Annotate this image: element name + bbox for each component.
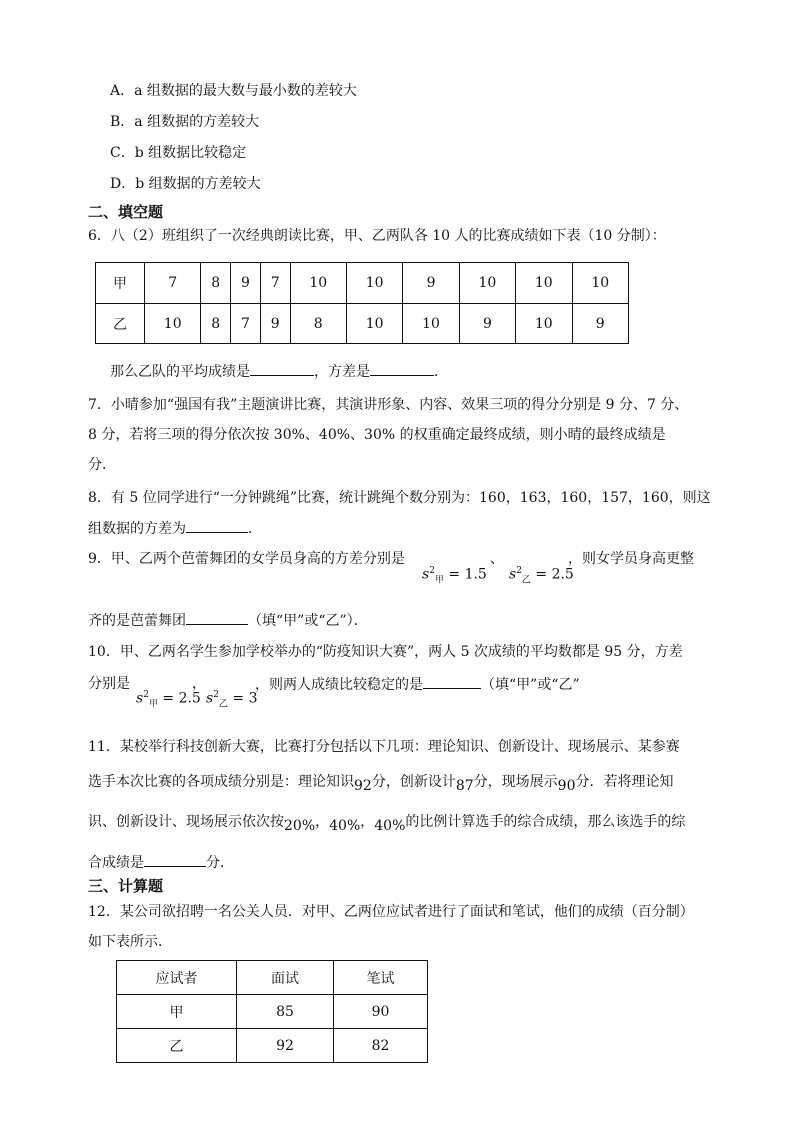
question-10-line-1: 10．甲、乙两名学生参加学校举办的“防疫知识大赛”，两人 5 次成绩的平均数都是 95 分，方差 [88, 644, 683, 660]
ratio-value: 40% [329, 818, 361, 834]
answer-blank[interactable] [144, 852, 206, 867]
question-12-line-1: 12．某公司欲招聘一名公关人员．对甲、乙两位应试者进行了面试和笔试，他们的成绩（百分制） [88, 904, 694, 920]
question-7-line-2: 8 分，若将三项的得分依次按 30%、40%、30% 的权重确定最终成绩，则小晴的最终成绩是 [88, 427, 666, 443]
table-cell: 8 [201, 263, 231, 304]
table-row [117, 1029, 428, 1063]
table-cell: 7 [260, 263, 290, 304]
table-cell: 9 [572, 304, 629, 344]
table-row [96, 304, 629, 344]
question-6-score-table [95, 262, 629, 344]
value: = 3 [232, 690, 258, 707]
answer-blank[interactable] [370, 361, 434, 376]
question-11-line-4 [88, 852, 234, 873]
question-10-separator: ， [192, 676, 206, 692]
question-9-line-1 [88, 549, 405, 569]
subscript: 甲 [148, 699, 158, 710]
question-10-line-2a: 分别是 [88, 676, 130, 692]
answer-blank[interactable] [186, 610, 248, 625]
subscript: 甲 [434, 575, 444, 586]
question-7-line-3: 分． [88, 457, 116, 473]
option-c: C．b 组数据比较稳定 [110, 145, 247, 161]
variance-jia-formula: $s^2_甲 = 1.5$ [422, 566, 487, 586]
question-8-line-2 [88, 518, 262, 539]
variance-yi-formula: $s^2_乙 = 3$ [206, 690, 258, 710]
score-value: 92 [354, 778, 372, 794]
text: 合成绩是 [88, 855, 144, 871]
table-cell: 9 [260, 304, 290, 344]
table-header-row [117, 961, 428, 995]
table-cell: 10 [572, 263, 629, 304]
question-11-line-3 [88, 812, 685, 832]
column-header: 面试 [237, 961, 334, 995]
table-cell: 10 [346, 263, 402, 304]
text: 分，现场展示 [473, 774, 558, 790]
question-7-line-1: 7．小晴参加“强国有我”主题演讲比赛，其演讲形象、内容、效果三项的得分分别是 9 分、7 分、 [88, 397, 689, 413]
question-10-line-2b [255, 674, 580, 695]
question-12-line-2: 如下表所示． [88, 934, 172, 950]
text: 选手本次比赛的各项成绩分别是：理论知识 [88, 774, 354, 790]
answer-blank[interactable] [423, 674, 481, 689]
subscript: 乙 [218, 699, 228, 710]
option-d: D．b 组数据的方差较大 [110, 176, 261, 192]
text: 分，创新设计 [371, 774, 456, 790]
score-value: 87 [455, 778, 474, 794]
variance-jia-formula: $s^2_甲 = 2.5$ [136, 690, 201, 710]
question-9-separator: 、 [490, 551, 504, 567]
table-cell: 7 [145, 263, 201, 304]
table-cell: 10 [516, 304, 572, 344]
answer-end: ． [434, 364, 448, 380]
table-cell: 90 [334, 995, 428, 1029]
subscript: 乙 [521, 575, 531, 586]
table-cell: 10 [516, 263, 572, 304]
text: ， [360, 814, 375, 830]
text: ，则两人成绩比较稳定的是 [255, 677, 423, 693]
question-9-line-2 [88, 610, 368, 631]
table-cell: 10 [346, 304, 402, 344]
table-row [96, 263, 629, 304]
table-cell: 10 [459, 263, 515, 304]
option-a: A．a 组数据的最大数与最小数的差较大 [110, 83, 357, 99]
column-header: 应试者 [117, 961, 237, 995]
question-6-answer-line [110, 361, 448, 382]
ratio-value: 40% [374, 818, 406, 834]
variance-yi-formula: $s^2_乙 = 2.5$ [509, 566, 574, 586]
section-heading-calculation: 三、计算题 [88, 877, 164, 895]
question-9-line-1-end: ，则女学员身高更整 [568, 551, 694, 567]
text: 分． [206, 855, 234, 871]
text: 9．甲、乙两个芭蕾舞团的女学员身高的方差分别是 [88, 551, 405, 567]
table-cell: 9 [231, 263, 261, 304]
text: （填“甲”或“乙”）． [248, 613, 368, 629]
row-label: 乙 [96, 304, 145, 344]
text: 分．若将理论知 [575, 774, 674, 790]
question-12-score-table [116, 960, 428, 1063]
value: = 1.5 [448, 566, 487, 583]
text: 识、创新设计、现场展示依次按 [88, 814, 284, 830]
table-cell: 8 [201, 304, 231, 344]
answer-blank[interactable] [186, 518, 248, 533]
table-cell: 82 [334, 1029, 428, 1063]
text: ， [315, 814, 330, 830]
question-11-line-1: 11．某校举行科技创新大赛，比赛打分包括以下几项：理论知识、创新设计、现场展示、某参赛 [88, 739, 680, 755]
table-cell: 10 [290, 263, 346, 304]
row-label: 甲 [96, 263, 145, 304]
table-cell: 8 [290, 304, 346, 344]
table-cell: 7 [231, 304, 261, 344]
table-cell: 92 [237, 1029, 334, 1063]
value: = 2.5 [535, 566, 574, 583]
column-header: 笔试 [334, 961, 428, 995]
text: 齐的是芭蕾舞团 [88, 613, 186, 629]
table-cell: 10 [145, 304, 201, 344]
table-cell: 乙 [117, 1029, 237, 1063]
score-value: 90 [557, 778, 576, 794]
text: 的比例计算选手的综合成绩，那么该选手的综 [405, 814, 686, 830]
table-row [117, 995, 428, 1029]
answer-blank[interactable] [250, 361, 314, 376]
value: = 2.5 [162, 690, 201, 707]
question-8-line-1: 8．有 5 位同学进行“一分钟跳绳”比赛，统计跳绳个数分别为：160，163，160，157，160，则这 [88, 490, 711, 506]
option-b: B．a 组数据的方差较大 [110, 114, 260, 130]
text: ． [248, 521, 262, 537]
table-cell: 甲 [117, 995, 237, 1029]
table-cell: 9 [459, 304, 515, 344]
section-heading-fill-blank: 二、填空题 [88, 203, 164, 221]
answer-prefix: 那么乙队的平均成绩是 [110, 364, 250, 380]
table-cell: 85 [237, 995, 334, 1029]
question-11-line-2 [88, 772, 673, 792]
table-cell: 10 [403, 304, 459, 344]
answer-mid: ，方差是 [314, 364, 370, 380]
question-6-text: 6．八（2）班组织了一次经典朗读比赛，甲、乙两队各 10 人的比赛成绩如下表（10 分制）： [88, 228, 666, 244]
table-cell: 9 [403, 263, 459, 304]
ratio-value: 20% [284, 818, 316, 834]
text: （填“甲”或“乙” [481, 677, 580, 693]
text: 组数据的方差为 [88, 521, 186, 537]
